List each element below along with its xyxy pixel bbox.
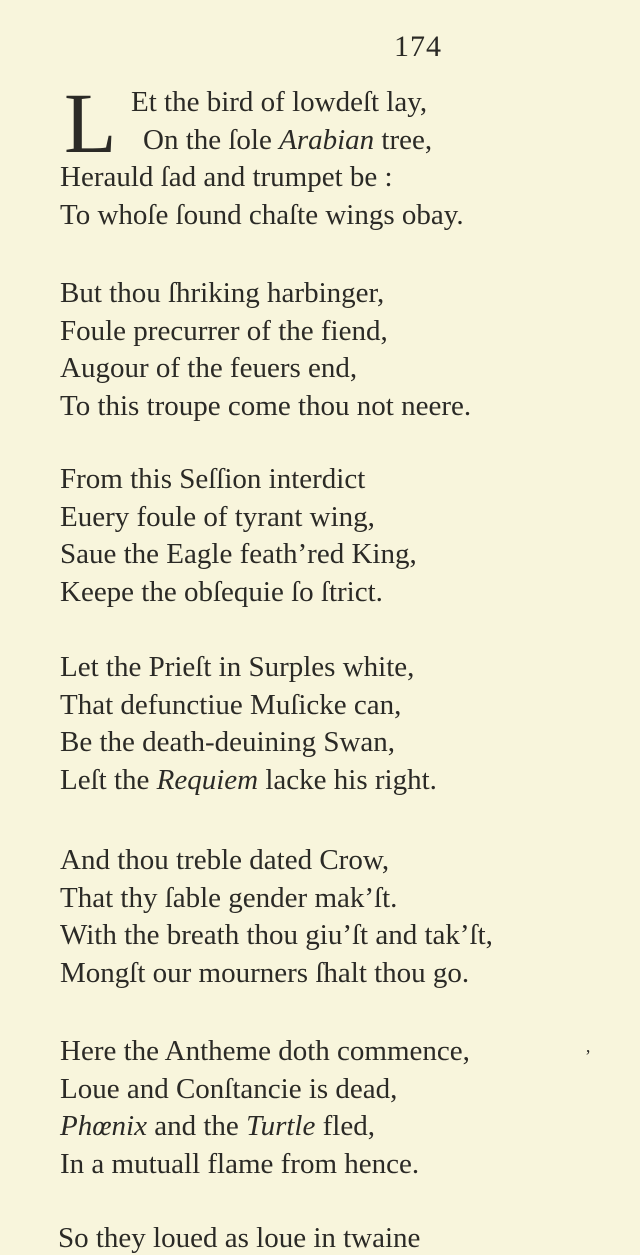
poem-line [60,313,630,351]
line-text: Augour of the feuers end, [60,352,358,384]
poem-line [60,197,630,235]
line-text: tree, [374,123,433,156]
line-text: To this troupe come thou not neere. [60,389,472,422]
poem-line [60,499,630,537]
poem-line [60,275,630,313]
poem-line [60,159,630,197]
stanza-1 [60,84,630,234]
poem-line [60,461,630,499]
poem-line [60,84,630,122]
line-text: In a mutuall flame from hence. [60,1147,420,1180]
poem-line [60,574,630,612]
line-text: Leſt the [60,763,157,796]
poem-line [60,1108,630,1146]
line-text: and the [147,1110,247,1142]
poem-line [60,350,630,388]
stanza-6 [60,1033,630,1183]
line-text: Mongſt our mourners ſhalt thou go. [60,956,470,989]
italic-text: Phœnix [60,1110,147,1142]
poem-line [60,917,630,955]
italic-text: Turtle [246,1110,316,1142]
poem-line [60,880,630,918]
poem-line [60,1146,630,1184]
italic-text: Arabian [279,123,375,156]
poem-line [60,842,630,880]
line-text: Herauld ſad and trumpet be : [60,161,393,193]
italic-text: Requiem [156,763,259,796]
line-text: With the breath thou giu’ſt and tak’ſt, [60,919,493,951]
page-number: 174 [394,30,442,63]
line-text: fled, [315,1110,375,1142]
poem-line [60,1033,630,1071]
stanza-3 [60,461,630,611]
line-text: Euery foule of tyrant wing, [60,500,375,533]
line-text: And thou treble dated Crow, [60,844,390,876]
poem-line [60,649,630,687]
cut-off-line: So they loued as loue in twaine [58,1222,421,1254]
stanza-4 [60,649,630,799]
poem-line [60,955,630,993]
line-text: Let the Prieſt in Surples white, [60,651,415,683]
line-text: Keepe the obſequie ſo ſtrict. [60,575,383,608]
poem-line [60,724,630,762]
stanza-2 [60,275,630,425]
line-text: From this Seſſion interdict [60,463,366,495]
poem-line [60,122,630,160]
poem-line [60,388,630,426]
line-text: lacke his right. [258,763,437,796]
poem-line [60,536,630,574]
poem-line [60,1071,630,1109]
line-text: To whoſe ſound chaſte wings obay. [60,198,464,231]
stanza-5 [60,842,630,992]
line-text: But thou ſhriking harbinger, [60,277,385,309]
line-text: Foule precurrer of the fiend, [60,314,388,347]
stray-mark: ’ [585,1046,591,1066]
line-text: Be the death-deuining Swan, [60,726,396,758]
line-text: On the ſole [143,123,280,156]
line-text: Here the Antheme doth commence, [60,1035,470,1067]
drop-cap: L [64,75,117,171]
poem-line [60,687,630,725]
line-text: That thy ſable gender mak’ſt. [60,881,398,914]
line-text: Loue and Conſtancie is dead, [60,1072,398,1105]
line-text: Et the bird of lowdeſt lay, [131,86,428,118]
poem-line [60,762,630,800]
line-text: That defunctiue Muſicke can, [60,688,402,721]
line-text: Saue the Eagle feath’red King, [60,538,417,570]
